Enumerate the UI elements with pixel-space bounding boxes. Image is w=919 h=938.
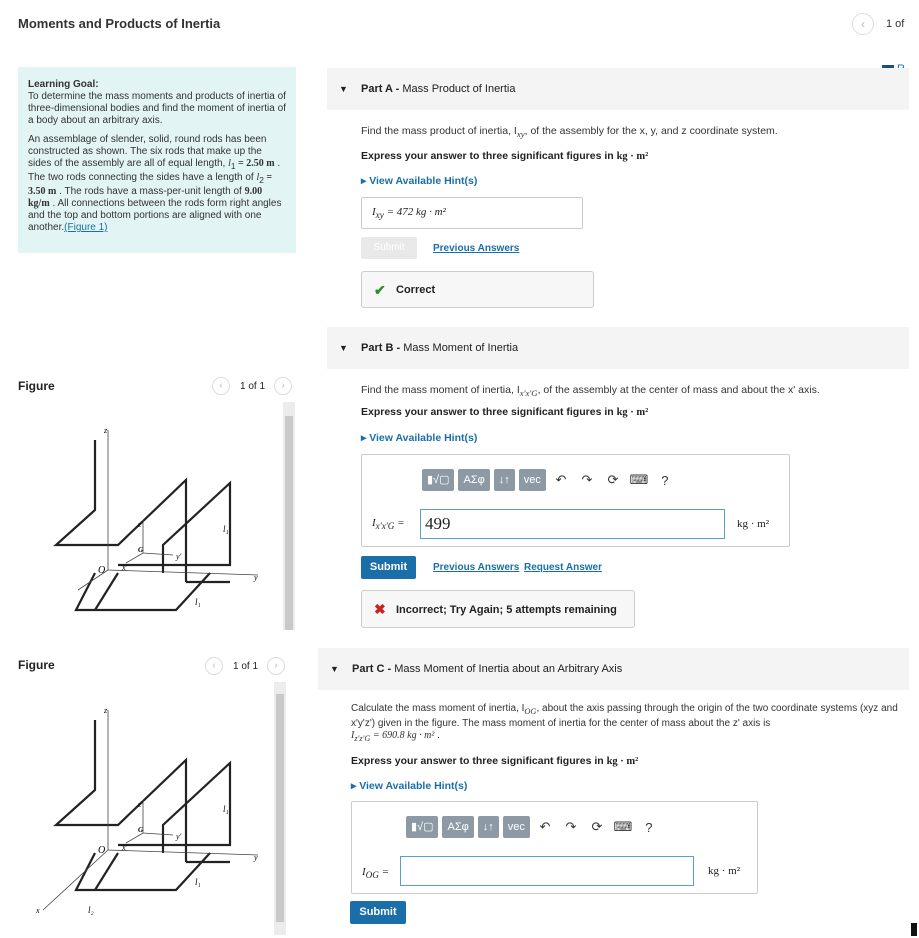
hint-label[interactable]: View Available Hint(s) <box>359 780 468 792</box>
subscript-button[interactable]: ↓↑ <box>478 816 499 838</box>
given-symbol: I <box>351 730 355 741</box>
given-value: = 690.8 kg · m² <box>370 730 435 741</box>
part-b-label <box>361 342 518 354</box>
fig2-xp-label: x' <box>122 843 128 852</box>
fig1-yp-label: y' <box>176 552 182 561</box>
part-a-feedback <box>361 271 594 308</box>
part-c-question <box>351 703 906 745</box>
feedback-text: Correct <box>396 284 436 296</box>
keyboard-icon[interactable]: ⌨ <box>629 472 649 487</box>
q-subscript: OG <box>524 707 537 716</box>
part-b-prefix: Part B - <box>361 342 404 354</box>
part-b-submit-button[interactable]: Submit <box>361 556 416 579</box>
item-counter: 1 of <box>886 18 905 30</box>
part-c-field-label <box>362 866 389 880</box>
checkmark-icon: ✔ <box>374 282 386 298</box>
part-b-question <box>361 384 820 398</box>
l1-symbol: l <box>228 158 231 169</box>
part-c-field-unit: kg · m² <box>708 865 741 877</box>
reset-icon[interactable]: ⟳ <box>607 472 619 487</box>
vector-button[interactable]: vec <box>503 816 530 838</box>
part-a-previous-answers-link[interactable]: Previous Answers <box>433 243 520 254</box>
figure-1-prev-button[interactable]: ‹ <box>212 377 230 395</box>
statement-part: An assemblage of slender, solid, round rods has been constructed as shown. The six rods that make up the sides of the assembly are all of equal length, <box>28 134 267 169</box>
part-c-answer-input[interactable] <box>400 856 694 886</box>
given-subscript: z'z'G <box>354 734 371 743</box>
statement-part: . The two rods connecting the sides have a length of <box>28 158 281 183</box>
hint-label[interactable]: View Available Hint(s) <box>369 432 478 444</box>
l2-value: = 3.50 m <box>28 172 273 197</box>
part-c-header[interactable] <box>318 648 909 690</box>
instr-unit: kg · m² <box>606 756 639 767</box>
part-a-label <box>361 83 515 95</box>
fig2-o-label: O <box>98 845 106 856</box>
part-a-answer-display <box>361 197 583 229</box>
part-b-title: Mass Moment of Inertia <box>403 342 519 354</box>
help-icon[interactable]: ? <box>645 819 653 835</box>
figure-1-next-button[interactable]: › <box>274 377 292 395</box>
figure-1-diagram <box>18 405 283 630</box>
part-b-answer-input[interactable]: 499 <box>420 509 725 539</box>
q-text: , of the assembly for the x, y, and z coordinate system. <box>524 125 778 137</box>
figure-2-pager: 1 of 1 <box>233 661 259 672</box>
redo-icon[interactable]: ↷ <box>581 472 593 487</box>
templates-button[interactable]: ▮√▢ <box>422 469 454 491</box>
fig2-g-label: G <box>138 826 144 834</box>
fig1-g-label: G <box>138 546 144 554</box>
q-text: Find the mass product of inertia, I <box>361 125 517 137</box>
fig2-l2-label: l₂ <box>88 905 94 915</box>
figure-2-scrollbar[interactable] <box>274 682 286 935</box>
part-a-submit-button[interactable]: Submit <box>361 237 417 259</box>
figure-1-title: Figure <box>18 379 55 393</box>
answer-value: = 472 kg · m² <box>383 206 446 218</box>
figure-1-scrollbar[interactable] <box>283 402 295 630</box>
collapse-triangle-icon[interactable]: ▼ <box>339 343 348 353</box>
redo-icon[interactable]: ↷ <box>565 819 577 834</box>
fig1-l1b-label: l₁ <box>195 597 201 607</box>
statement-part: . All connections between the rods form right angles and the top and bottom portions are aligned with one another. <box>28 198 282 233</box>
scroll-marker <box>911 923 917 936</box>
templates-button[interactable]: ▮√▢ <box>406 816 438 838</box>
undo-icon[interactable]: ↶ <box>539 819 551 834</box>
fig2-x-label: x <box>36 906 40 915</box>
part-a-question <box>361 125 778 139</box>
l2-symbol: l <box>256 172 260 183</box>
figure-1-link[interactable]: (Figure 1) <box>64 222 108 233</box>
scroll-thumb[interactable] <box>276 694 284 922</box>
part-b-feedback <box>361 590 635 628</box>
part-c-answer-box <box>351 801 758 894</box>
part-b-previous-answers-link[interactable]: Previous Answers <box>433 562 520 573</box>
part-c-label <box>352 663 622 675</box>
figure-1-pager: 1 of 1 <box>240 381 266 392</box>
l1-subscript: 1 <box>230 161 236 171</box>
subscript-button[interactable]: ↓↑ <box>494 469 515 491</box>
reset-icon[interactable]: ⟳ <box>591 819 603 834</box>
learning-goal-title: Learning Goal: <box>28 79 99 90</box>
help-icon[interactable]: ? <box>661 472 669 488</box>
l1-value: = 2.50 m <box>235 158 275 169</box>
vector-button[interactable]: vec <box>519 469 546 491</box>
instr-unit: kg · m² <box>616 151 649 162</box>
statement-part: . The rods have a mass-per-unit length of <box>56 186 245 197</box>
part-a-prefix: Part A - <box>361 83 403 95</box>
part-b-instruction <box>361 406 648 418</box>
q-subscript: x'x'G <box>519 388 538 399</box>
q-text: Find the mass moment of inertia, I <box>361 384 520 396</box>
q-text: , about the axis passing through the origin of the two coordinate systems (xyz and x'y'z') given in the figure. The mass moment of inertia for the center of mass about the z' axis is <box>351 703 898 729</box>
field-eq: = <box>394 517 405 529</box>
figure-2-prev-button[interactable]: ‹ <box>205 657 223 675</box>
learning-goal-panel <box>18 67 296 253</box>
prev-item-button[interactable]: ‹ <box>852 13 874 35</box>
page-title: Moments and Products of Inertia <box>18 16 221 31</box>
instr-text: Express your answer to three significant figures in <box>351 755 607 767</box>
part-a-hint-toggle[interactable]: ▸ View Available Hint(s) <box>361 175 478 187</box>
problem-statement <box>28 134 286 234</box>
fig2-z-label: z <box>104 706 108 715</box>
fig1-z-label: z <box>104 426 108 435</box>
part-c-submit-button[interactable]: Submit <box>350 901 406 924</box>
feedback-text: Incorrect; Try Again; 5 attempts remaining <box>396 604 617 616</box>
part-c-instruction <box>351 755 638 767</box>
part-c-hint-toggle[interactable]: ▸ View Available Hint(s) <box>351 780 468 792</box>
given-end: . <box>434 730 440 741</box>
answer-symbol: I <box>372 206 376 218</box>
scroll-thumb[interactable] <box>285 416 293 630</box>
undo-icon[interactable]: ↶ <box>555 472 567 487</box>
field-symbol: I <box>362 866 366 878</box>
answer-subscript: xy <box>375 210 384 221</box>
field-subscript: OG <box>365 870 379 881</box>
part-b-answer-box <box>361 454 790 547</box>
greek-symbols-button[interactable]: ΑΣφ <box>458 469 489 491</box>
part-a-title: Mass Product of Inertia <box>402 83 516 95</box>
part-a-instruction <box>361 150 648 162</box>
fig2-y-label: y <box>254 853 258 862</box>
part-c-prefix: Part C - <box>352 663 395 675</box>
instr-text: Express your answer to three significant figures in <box>361 150 617 162</box>
rod-outline <box>56 440 186 582</box>
part-b-field-label <box>372 517 405 531</box>
fig2-l1-label: l₁ <box>223 804 229 814</box>
q-subscript: xy <box>516 129 525 140</box>
fig1-y-label: y <box>254 573 258 582</box>
field-subscript: x'x'G <box>375 521 395 532</box>
learning-goal-text: To determine the mass moments and products of inertia of three-dimensional bodies and find the moment of inertia of a body about an arbitrary axis. <box>28 91 286 126</box>
l2-subscript: 2 <box>259 175 264 185</box>
collapse-triangle-icon[interactable]: ▼ <box>330 664 339 674</box>
figure-2-next-button[interactable]: › <box>267 657 285 675</box>
part-b-header[interactable] <box>327 327 909 369</box>
math-toolbar <box>406 816 660 838</box>
fig2-zp-label: z' <box>138 800 143 809</box>
instr-text: Express your answer to three significant figures in <box>361 406 617 418</box>
figure-2-title: Figure <box>18 658 55 672</box>
part-b-request-answer-link[interactable]: Request Answer <box>524 562 602 573</box>
fig1-xp-label: x' <box>122 563 128 572</box>
part-a-header[interactable] <box>327 68 909 110</box>
fig2-yp-label: y' <box>176 832 182 841</box>
part-c-title: Mass Moment of Inertia about an Arbitrary Axis <box>394 663 623 675</box>
math-toolbar <box>422 469 676 491</box>
greek-symbols-button[interactable]: ΑΣφ <box>442 816 473 838</box>
hint-label[interactable]: View Available Hint(s) <box>369 175 478 187</box>
field-symbol: I <box>372 517 376 529</box>
part-b-field-unit: kg · m² <box>737 518 770 530</box>
q-text: , of the assembly at the center of mass and about the x' axis. <box>537 384 820 396</box>
fig2-l1b-label: l₁ <box>195 877 201 887</box>
part-b-hint-toggle[interactable]: ▸ View Available Hint(s) <box>361 432 478 444</box>
fig1-l1-label: l₁ <box>223 524 229 534</box>
mass-per-length-value: 9.00 kg/m <box>28 186 263 209</box>
q-text: Calculate the mass moment of inertia, I <box>351 703 525 714</box>
keyboard-icon[interactable]: ⌨ <box>613 819 633 834</box>
collapse-triangle-icon[interactable]: ▼ <box>339 84 348 94</box>
x-mark-icon: ✖ <box>374 601 386 617</box>
instr-unit: kg · m² <box>616 407 649 418</box>
field-eq: = <box>378 866 390 878</box>
fig1-o-label: O <box>98 565 106 576</box>
fig1-zp-label: z' <box>138 520 143 529</box>
figure-2-diagram <box>18 685 273 935</box>
